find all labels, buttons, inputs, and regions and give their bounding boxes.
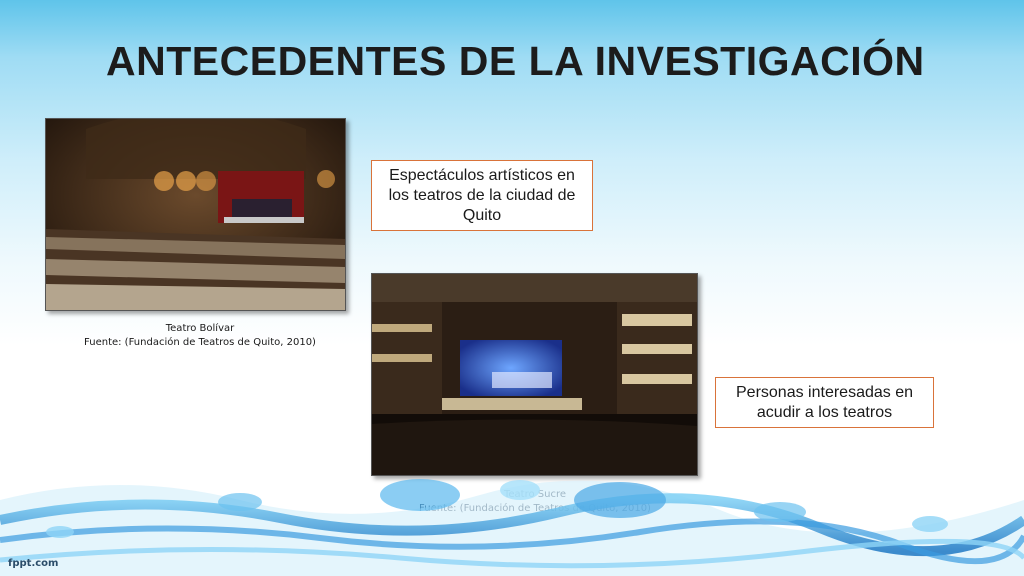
espectaculos-box: Espectáculos artísticos en los teatros de la ciudad de Quito — [371, 160, 593, 231]
slide-title: ANTECEDENTES DE LA INVESTIGACIÓN — [106, 38, 925, 84]
teatro-bolivar-photo — [45, 118, 346, 311]
teatro-bolivar-caption — [60, 322, 340, 350]
water-wave-decoration — [0, 440, 1024, 576]
fppt-watermark: fppt.com — [8, 558, 59, 569]
caption-source: Fuente: (Fundación de Teatros de Quito, 2010) — [84, 337, 316, 348]
personas-box: Personas interesadas en acudir a los teatros — [715, 377, 934, 428]
caption-title: Teatro Bolívar — [165, 323, 235, 334]
